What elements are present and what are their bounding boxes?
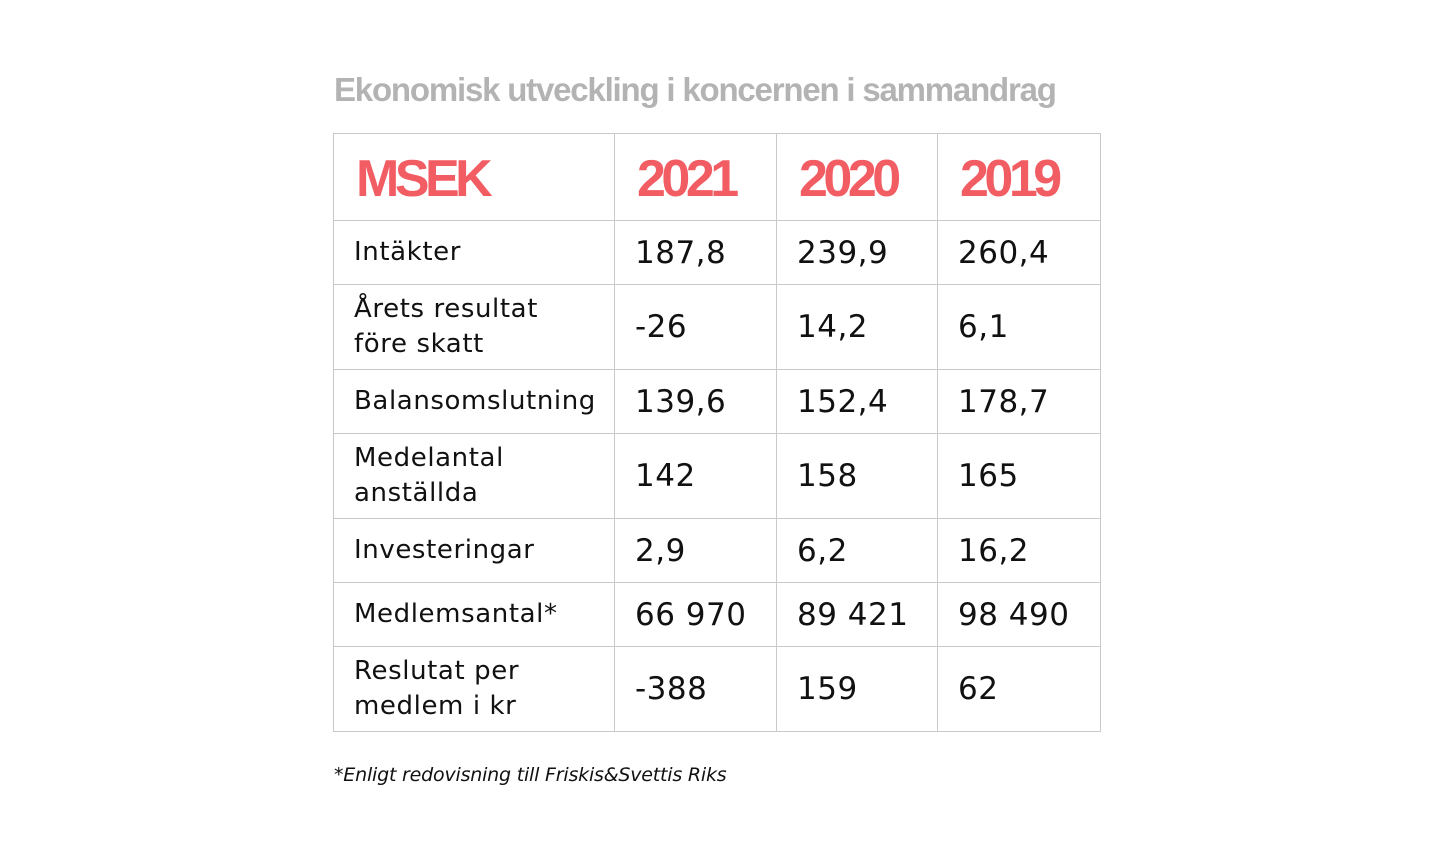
row-label-line: Intäkter: [354, 237, 462, 267]
row-label: [334, 583, 615, 647]
value-cell: 142: [615, 434, 777, 519]
value-cell: 152,4: [777, 370, 938, 434]
row-label: [334, 370, 615, 434]
value-cell: 165: [938, 434, 1101, 519]
row-label: [334, 285, 615, 370]
row-label: [334, 434, 615, 519]
table-row: [334, 583, 1101, 647]
row-label-line: Balansomslutning: [354, 386, 596, 416]
value-cell: 6,2: [777, 519, 938, 583]
row-label-line: medlem i kr: [354, 691, 517, 721]
row-label: [334, 221, 615, 285]
value-cell: 16,2: [938, 519, 1101, 583]
header-cell-unit: MSEK: [334, 134, 615, 221]
row-label-line: före skatt: [354, 329, 484, 359]
row-label: [334, 647, 615, 732]
value-cell: 159: [777, 647, 938, 732]
value-cell: 66 970: [615, 583, 777, 647]
value-cell: 158: [777, 434, 938, 519]
value-cell: 62: [938, 647, 1101, 732]
value-cell: 6,1: [938, 285, 1101, 370]
row-label: [334, 519, 615, 583]
table-row: [334, 434, 1101, 519]
row-label-line: Medlemsantal*: [354, 599, 558, 629]
table-row: [334, 519, 1101, 583]
footnote: *Enligt redovisning till Friskis&Svettis Riks: [334, 764, 727, 786]
value-cell: 14,2: [777, 285, 938, 370]
value-cell: 187,8: [615, 221, 777, 285]
row-label-line: Investeringar: [354, 535, 535, 565]
value-cell: 239,9: [777, 221, 938, 285]
financial-summary-table: [333, 133, 1101, 732]
value-cell: 139,6: [615, 370, 777, 434]
page-title: Ekonomisk utveckling i koncernen i sammandrag: [334, 71, 1056, 108]
value-cell: -26: [615, 285, 777, 370]
row-label-line: Årets resultat: [354, 294, 538, 324]
table-header-row: [334, 134, 1101, 221]
row-label-line: Reslutat per: [354, 656, 520, 686]
value-cell: 98 490: [938, 583, 1101, 647]
header-cell-year: 2019: [938, 134, 1101, 221]
table-row: [334, 647, 1101, 732]
value-cell: -388: [615, 647, 777, 732]
value-cell: 89 421: [777, 583, 938, 647]
table-row: [334, 221, 1101, 285]
row-label-line: Medelantal: [354, 443, 504, 473]
header-cell-year: 2021: [615, 134, 777, 221]
value-cell: 2,9: [615, 519, 777, 583]
value-cell: 178,7: [938, 370, 1101, 434]
row-label-line: anställda: [354, 478, 479, 508]
value-cell: 260,4: [938, 221, 1101, 285]
table-row: [334, 370, 1101, 434]
header-cell-year: 2020: [777, 134, 938, 221]
table-row: [334, 285, 1101, 370]
